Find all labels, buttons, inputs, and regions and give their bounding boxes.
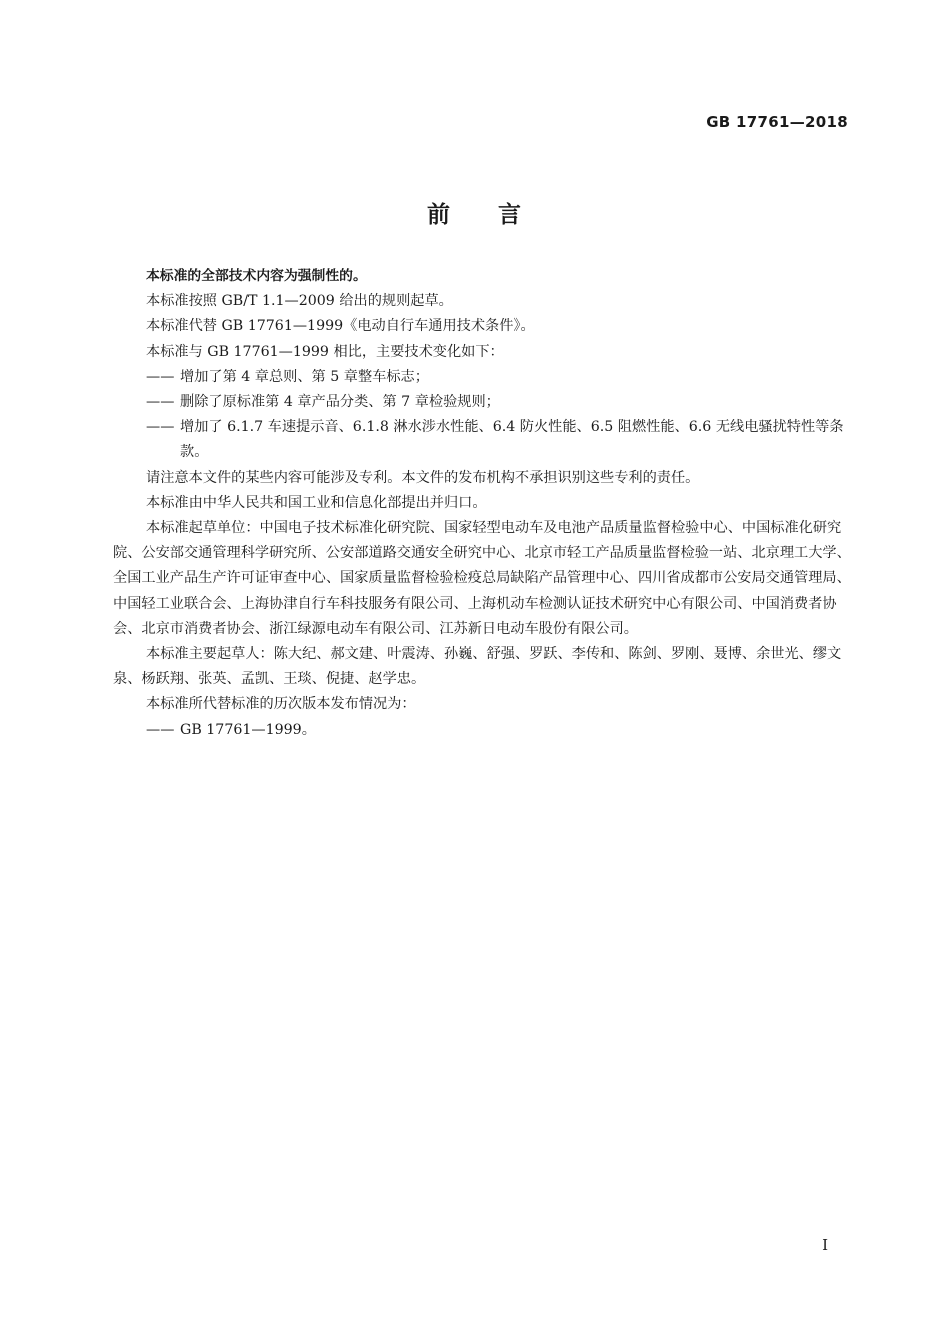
- history-item: [146, 718, 852, 743]
- paragraph-drafting-units: 本标准起草单位：中国电子技术标准化研究院、国家轻型电动车及电池产品质量监督检验中心、中国标准化研究院、公安部交通管理科学研究所、公安部道路交通安全研究中心、北京市轻工产品质量监督检验一站、北京理工大学、全国工业产品生产许可证审查中心、国家质量监督检验检疫总局缺陷产品管理中心、四川省成都市公安局交通管理局、中国轻工业联合会、上海协津自行车科技服务有限公司、上海机动车检测认证技术研究中心有限公司、中国消费者协会、北京市消费者协会、浙江绿源电动车有限公司、江苏新日电动车股份有限公司。: [113, 520, 851, 637]
- change-item-text: 删除了原标准第 4 章产品分类、第 7 章检验规则；: [180, 394, 500, 411]
- document-body: [113, 264, 852, 743]
- paragraph-mandatory: 本标准的全部技术内容为强制性的。: [146, 268, 367, 284]
- dash-marker: ——: [146, 721, 175, 738]
- paragraph-changes-intro: 本标准与 GB 17761—1999 相比，主要技术变化如下：: [146, 343, 504, 360]
- paragraph-history-intro: 本标准所代替标准的历次版本发布情况为：: [146, 696, 416, 713]
- dash-marker: ——: [146, 419, 175, 436]
- page-number: I: [822, 1236, 828, 1254]
- change-item: [146, 415, 852, 465]
- dash-marker: ——: [146, 368, 175, 385]
- standard-code: GB 17761—2018: [706, 113, 848, 131]
- paragraph-drafting-rules: 本标准按照 GB/T 1.1—2009 给出的规则起草。: [146, 293, 453, 310]
- page-title: [0, 196, 950, 229]
- dash-marker: ——: [146, 394, 175, 411]
- change-item: [146, 390, 852, 415]
- change-item: [146, 365, 852, 390]
- change-item-text: 增加了 6.1.7 车速提示音、6.1.8 淋水涉水性能、6.4 防火性能、6.5 阻燃性能、6.6 无线电骚扰特性等条款。: [180, 419, 844, 461]
- history-item-text: GB 17761—1999。: [180, 721, 316, 738]
- title-char-2: 言: [498, 202, 523, 228]
- paragraph-patent-notice: 请注意本文件的某些内容可能涉及专利。本文件的发布机构不承担识别这些专利的责任。: [146, 469, 700, 486]
- change-item-text: 增加了第 4 章总则、第 5 章整车标志；: [180, 368, 429, 385]
- title-char-1: 前: [427, 202, 452, 228]
- paragraph-proposed-by: 本标准由中华人民共和国工业和信息化部提出并归口。: [146, 494, 487, 511]
- paragraph-drafters: 本标准主要起草人：陈大纪、郝文建、叶震涛、孙巍、舒强、罗跃、李传和、陈剑、罗刚、聂博、余世光、缪文泉、杨跃翔、张英、孟凯、王琰、倪捷、赵学忠。: [113, 646, 842, 688]
- paragraph-replaces: 本标准代替 GB 17761—1999《电动自行车通用技术条件》。: [146, 318, 535, 335]
